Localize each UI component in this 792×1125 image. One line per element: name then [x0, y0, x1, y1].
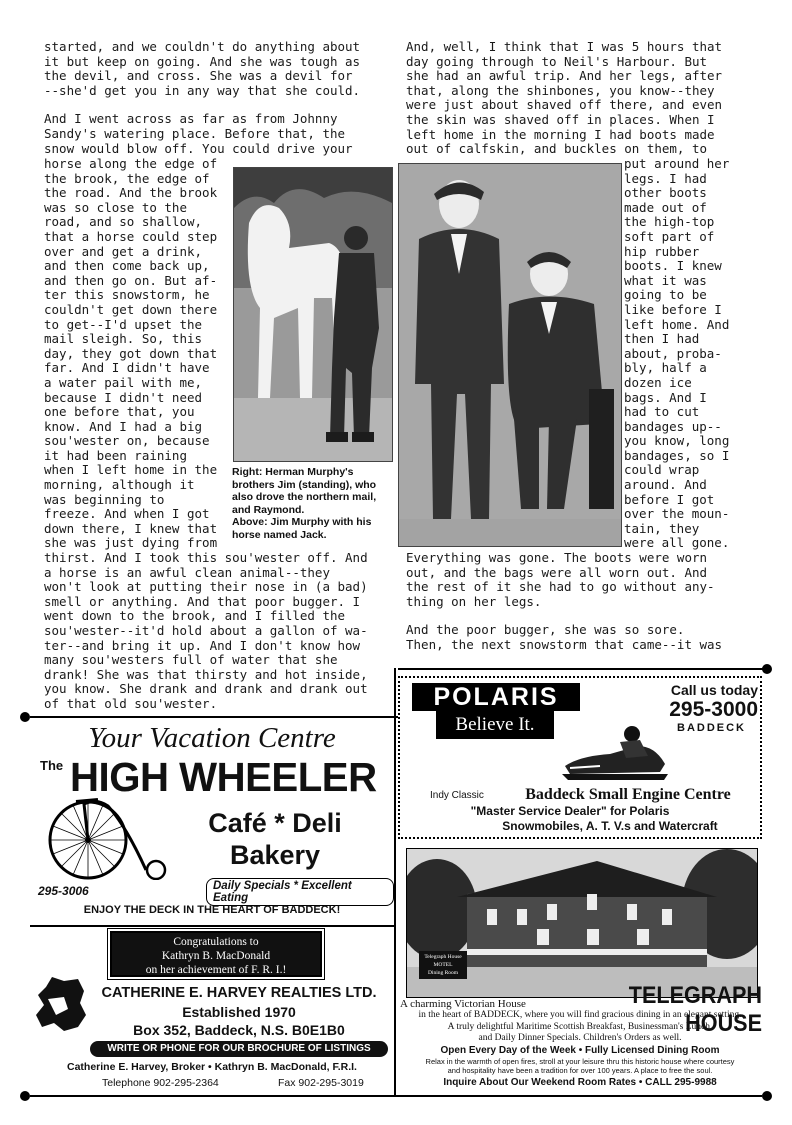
article-left-narrow [44, 157, 230, 551]
congratulations-banner [110, 931, 322, 977]
caption-line: Above: Jim Murphy with his [232, 516, 372, 528]
photo-murphy-brothers [398, 163, 622, 547]
dealer-name: Baddeck Small Engine Centre [525, 786, 731, 803]
high-wheeler-name: HIGH WHEELER [70, 754, 377, 800]
open-every-day: Open Every Day of the Week • Fully Licensed Dining Room [440, 1045, 720, 1056]
sign-line: Telegraph House [424, 954, 462, 960]
bullet-dot [762, 1091, 772, 1101]
caption-line: and Raymond. [232, 503, 305, 516]
caption-line: also drove the northern mail, [232, 491, 377, 503]
polaris-phone: 295-3000 [669, 698, 758, 721]
caption-line: horse named Jack. [232, 528, 327, 541]
description-line: A truly delightful Maritime Scottish Breakfast, Businessman's Lunch, [447, 1021, 713, 1032]
caption-line: brothers Jim (standing), who [232, 478, 377, 491]
relax-line: and hospitality have been a tradition for over 100 years. A place to free the soul. [447, 1066, 713, 1075]
harvey-company-name: CATHERINE E. HARVEY REALTIES LTD. [101, 985, 377, 1001]
description-line: in the heart of BADDECK, where you will find gracious dining in an elegant setting. [418, 1010, 742, 1020]
believe-it-slogan: Believe It. [436, 711, 554, 739]
photo-caption [232, 466, 392, 541]
sign-line: MOTEL [433, 962, 453, 968]
horse-photo-illustration [234, 168, 392, 461]
polaris-products: Snowmobiles, A. T. V.s and Watercraft [502, 819, 718, 833]
caption-line: Right: Herman Murphy's [232, 466, 354, 478]
established-label: Established 1970 [182, 1004, 296, 1020]
paragraph: put around her legs. I had other boots made out of the high-top soft part of hip rubber boots. I knew what it was going to be like before I left home. And then I had about, proba- bly, half a dozen ice bags. And I had to cut bandages up-- you know, long bandages, so I could wrap around. And before I got over the moun- tain, they were all gone. [624, 156, 730, 551]
polaris-ad [398, 676, 762, 839]
paragraph: And, well, I think that I was 5 hours that day going through to Neil's Harbour. But she had an awful trip. And her legs, after that, along the shinbones, you know--they were just about shaved off there, and even the skin was shaved off in places. When I left home in the morning I had boots made out of calfskin, and buckles on them, to [406, 39, 723, 157]
bullet-dot [20, 712, 30, 722]
article-right-narrow [624, 157, 754, 551]
sign-line: Dining Room [427, 970, 459, 976]
telegraph-sign [419, 951, 467, 979]
polaris-logo: POLARIS [412, 683, 580, 711]
divider-rule [30, 1095, 762, 1097]
harvey-address: Box 352, Baddeck, N.S. B0E1B0 [133, 1022, 345, 1038]
harvey-telephone: Telephone 902-295-2364 [102, 1077, 219, 1089]
the-label: The [40, 758, 64, 773]
relax-line: Relax in the warmth of open fires, stroll at your leisure thru this historic house where courtesy [425, 1057, 735, 1066]
congrats-line: Kathryn B. MacDonald [161, 950, 271, 962]
bullet-dot [20, 1091, 30, 1101]
weekend-rates: Inquire About Our Weekend Room Rates • CALL 295-9988 [443, 1077, 717, 1088]
telegraph-house-ad [398, 844, 762, 1092]
deck-slogan: ENJOY THE DECK IN THE HEART OF BADDECK! [83, 904, 341, 916]
paragraph: thirst. And I took this sou'wester off. And a horse is an awful clean animal--they won't look at putting their nose in (a bad) smell or anything. And that poor bugger. I went down to the brook, and I filled the sou'wester--it'd hold about a gallon of wa- ter--and bring it up. And I don't know how many sou'westers full of water that she drank! She was that thirsty and hot inside, you know. She drank and drank and drank out of that old sou'wester. [44, 550, 368, 711]
congrats-line: on her achievement of F. R. I.! [145, 964, 287, 976]
article-left-bottom [44, 551, 384, 712]
bakery-label: Bakery [229, 840, 321, 870]
brochure-banner: WRITE OR PHONE FOR OUR BROCHURE OF LISTINGS [90, 1041, 388, 1057]
polaris-model: Indy Classic [430, 790, 484, 801]
polaris-town: BADDECK [677, 722, 746, 734]
penny-farthing-icon [36, 796, 194, 880]
divider-rule [398, 668, 764, 670]
charming-label: A charming Victorian House [400, 998, 526, 1010]
paragraph: And the poor bugger, she was so sore. Then, the next snowstorm that came--it was [406, 622, 723, 652]
relax-text [398, 1057, 762, 1075]
article-right-column [406, 40, 748, 157]
cafe-deli-label: Café * Deli [208, 808, 342, 838]
high-wheeler-phone: 295-3006 [38, 884, 89, 898]
harvey-brokers: Catherine E. Harvey, Broker • Kathryn B. MacDonald, F.R.I. [67, 1061, 357, 1073]
call-today-label: Call us today [670, 682, 758, 698]
paragraph: Everything was gone. The boots were worn out, and the bags were all worn out. And the rest of it she had to go without any- thing on her legs. [406, 550, 715, 609]
cape-breton-map-icon [34, 975, 88, 1033]
brothers-photo-illustration [399, 164, 621, 546]
article-right-bottom [406, 551, 748, 653]
snowmobile-icon [560, 716, 670, 786]
paragraph: horse along the edge of the brook, the edge of the road. And the brook was so close to the road, and so shallow, that a horse could step over and get a drink, and then come back up, and then go on. But af- ter this snowstorm, he couldn't get down there to get--I'd upset the mail sleigh. So, this day, they got down that far. And I didn't have a water pail with me, because I didn't need one before that, you know. And I had a big sou'wester on, because it had been raining when I left home in the morning, although it was beginning to freeze. And when I got down there, I knew that she was just dying from [44, 156, 218, 551]
congrats-line: Congratulations to [173, 936, 259, 948]
vacation-centre-tagline: Your Vacation Centre [88, 722, 336, 754]
telegraph-house-photo [406, 848, 758, 998]
daily-specials-badge: Daily Specials * Excellent Eating [206, 878, 394, 906]
harvey-fax: Fax 902-295-3019 [278, 1077, 364, 1089]
photo-jim-with-horse [233, 167, 393, 462]
telegraph-house-name: TELEGRAPH HOUSE [628, 982, 762, 1037]
master-dealer: "Master Service Dealer" for Polaris [470, 804, 670, 818]
telegraph-description [398, 1010, 762, 1045]
description-line: and Daily Dinner Specials. Children's Orders as well. [478, 1033, 682, 1043]
paragraph: started, and we couldn't do anything about it but keep on going. And she was tough as the devil, and cross. She was a devil for --she'd get you in any way that she could. [44, 39, 361, 98]
high-wheeler-ad [30, 716, 394, 926]
harvey-realties-ad [30, 927, 394, 1092]
article-left-column [44, 40, 384, 156]
paragraph: And I went across as far as from Johnny Sandy's watering place. Before that, the snow would blow off. You could drive your [44, 111, 353, 156]
vertical-divider [394, 668, 396, 1095]
